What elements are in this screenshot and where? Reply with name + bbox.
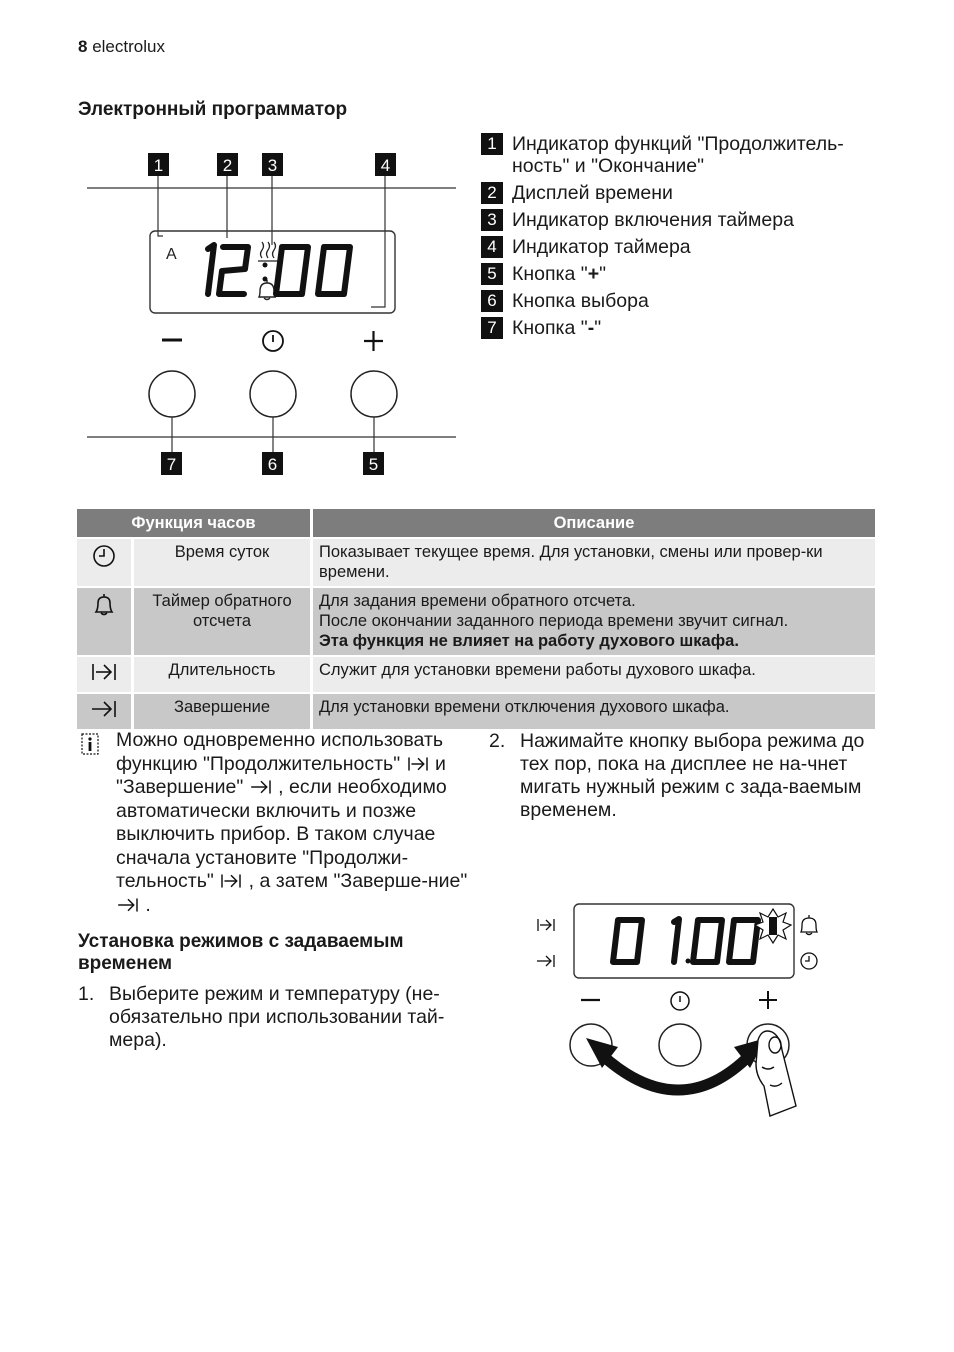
page-header xyxy=(78,37,165,57)
function-indicator-a: A xyxy=(166,246,177,263)
info-icon xyxy=(78,732,102,756)
clock-symbol-2 xyxy=(671,992,689,1010)
time-display-digits-2 xyxy=(613,919,758,964)
callout-7 xyxy=(161,452,182,475)
section-title: Электронный программатор xyxy=(78,99,348,120)
plus-button[interactable] xyxy=(351,371,397,417)
clock-indicator-icon xyxy=(801,953,817,969)
function-description: Для задания времени обратного отсчета. После окончании заданного периода времени звучит сигнал. Эта функция не влияет на работу духового шкафа. xyxy=(313,586,875,655)
clock-symbol xyxy=(263,331,283,351)
step-2: 2. Нажимайте кнопку выбора режима до тех пор, пока на дисплее не на-чнет мигать нужный режим с зада-ваемым временем. xyxy=(489,730,865,821)
duration-icon xyxy=(219,872,243,890)
legend-item-4: 4 Индикатор таймера xyxy=(481,236,881,258)
duration-icon xyxy=(406,755,430,773)
bell-indicator-icon xyxy=(801,915,817,935)
end-time-icon xyxy=(90,698,118,720)
bell-icon xyxy=(91,592,117,618)
select-button-2[interactable] xyxy=(659,1024,701,1066)
svg-text:1: 1 xyxy=(153,156,164,175)
duration-icon xyxy=(90,661,118,683)
end-time-icon xyxy=(116,896,140,914)
svg-text:6: 6 xyxy=(267,455,278,474)
svg-text:7: 7 xyxy=(166,455,177,474)
blinking-indicator-icon xyxy=(755,909,791,943)
clock-functions-table xyxy=(77,509,875,729)
brand-name: electrolux xyxy=(92,37,165,56)
clock-icon xyxy=(91,543,117,569)
function-name: Таймер обратного отсчета xyxy=(134,586,313,655)
svg-text:4: 4 xyxy=(380,156,391,175)
table-row xyxy=(77,692,875,729)
legend-item-6: 6 Кнопка выбора xyxy=(481,290,881,312)
table-row xyxy=(77,586,875,655)
legend-item-7: 7 Кнопка "-" xyxy=(481,317,881,339)
timer-bell-icon xyxy=(259,280,275,300)
subsection-title: Установка режимов с задаваемым временем xyxy=(78,931,404,974)
finger-icon xyxy=(756,1031,796,1116)
control-panel-diagram xyxy=(80,140,470,480)
page-number: 8 xyxy=(78,37,88,56)
plus-symbol xyxy=(364,331,383,351)
timed-mode-diagram xyxy=(530,895,830,1120)
table-header-description: Описание xyxy=(313,509,875,537)
svg-text:5: 5 xyxy=(368,455,379,474)
function-description: Показывает текущее время. Для установки, смены или провер-ки времени. xyxy=(313,537,875,586)
table-header-function: Функция часов xyxy=(77,509,313,537)
select-button[interactable] xyxy=(250,371,296,417)
table-row xyxy=(77,655,875,692)
table-row xyxy=(77,537,875,586)
diagram-legend xyxy=(481,133,881,344)
callout-5 xyxy=(363,452,384,475)
time-display-digits xyxy=(208,245,350,294)
duration-indicator-icon xyxy=(538,919,554,931)
function-description: Служит для установки времени работы духового шкафа. xyxy=(313,655,875,692)
function-name: Время суток xyxy=(134,537,313,586)
legend-item-3: 3 Индикатор включения таймера xyxy=(481,209,881,231)
legend-item-5: 5 Кнопка "+" xyxy=(481,263,881,285)
legend-item-1: 1 Индикатор функций "Продолжитель-ность" и "Окончание" xyxy=(481,133,881,177)
function-name: Завершение xyxy=(134,692,313,729)
callout-3 xyxy=(262,153,283,176)
info-note: Можно одновременно использовать функцию "Продолжительность" и "Завершение" , если необходимо автоматически включить и позже выключить прибор. В таком случае сначала установите "Продолжи-тельность" , а затем "Заверше-ние" . xyxy=(78,729,468,917)
step-1: 1. Выберите режим и температуру (не-обязательно при использовании тай-мера). xyxy=(78,983,445,1051)
plus-symbol-2 xyxy=(759,991,777,1009)
svg-text:2: 2 xyxy=(222,156,233,175)
function-name: Длительность xyxy=(134,655,313,692)
legend-item-2: 2 Дисплей времени xyxy=(481,182,881,204)
end-indicator-icon xyxy=(537,955,554,967)
function-description: Для установки времени отключения духового шкафа. xyxy=(313,692,875,729)
end-time-icon xyxy=(249,778,273,796)
callout-2 xyxy=(217,153,238,176)
timer-on-icon xyxy=(258,242,278,261)
svg-text:3: 3 xyxy=(267,156,278,175)
callout-4 xyxy=(375,153,396,176)
callout-1 xyxy=(148,153,169,176)
minus-button[interactable] xyxy=(149,371,195,417)
callout-6 xyxy=(262,452,283,475)
